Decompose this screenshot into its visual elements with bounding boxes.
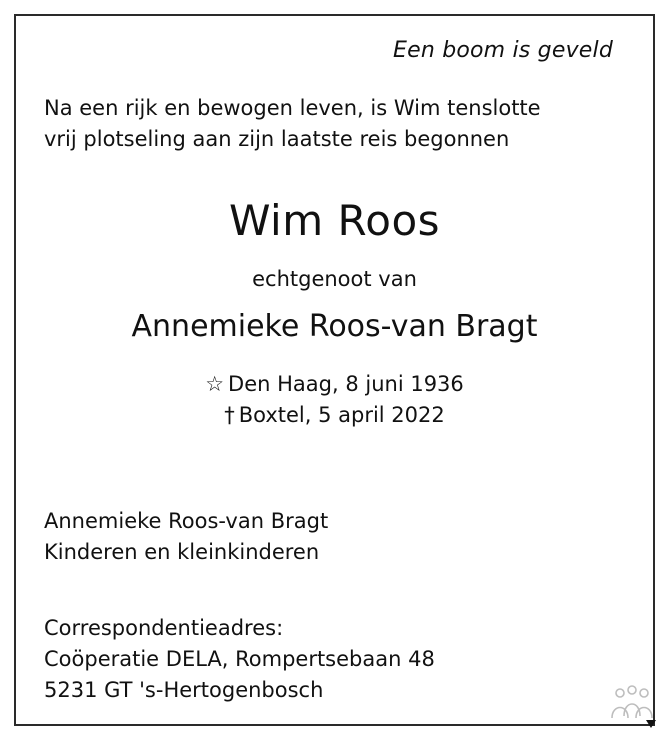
address-line-2: 5231 GT 's-Hertogenbosch: [44, 678, 324, 702]
deceased-name: Wim Roos: [228, 196, 441, 245]
intro-line-2: vrij plotseling aan zijn laatste reis begonnen: [44, 127, 510, 151]
mourner-line-2: Kinderen en kleinkinderen: [44, 540, 320, 564]
mourners: [44, 506, 328, 568]
birth-line: [0, 369, 669, 400]
life-dates: [0, 369, 669, 431]
star-icon: ☆: [205, 372, 225, 396]
relation-label: echtgenoot van: [252, 267, 417, 291]
death-line: [0, 400, 669, 431]
address-label: Correspondentieadres:: [44, 616, 284, 640]
mourner-line-1: Annemieke Roos-van Bragt: [44, 509, 329, 533]
motto: Een boom is geveld: [393, 38, 613, 63]
address-line-1: Coöperatie DELA, Rompertsebaan 48: [44, 647, 435, 671]
spouse-name: Annemieke Roos-van Bragt: [131, 309, 538, 344]
intro-line-1: Na een rijk en bewogen leven, is Wim tenslotte: [44, 96, 541, 120]
correspondence-address: [44, 613, 435, 706]
death-date: Boxtel, 5 april 2022: [238, 403, 445, 427]
birth-date: Den Haag, 8 juni 1936: [228, 372, 464, 396]
intro-text: [44, 93, 541, 155]
cross-icon: †: [224, 403, 235, 427]
people-group-icon[interactable]: [606, 684, 658, 730]
